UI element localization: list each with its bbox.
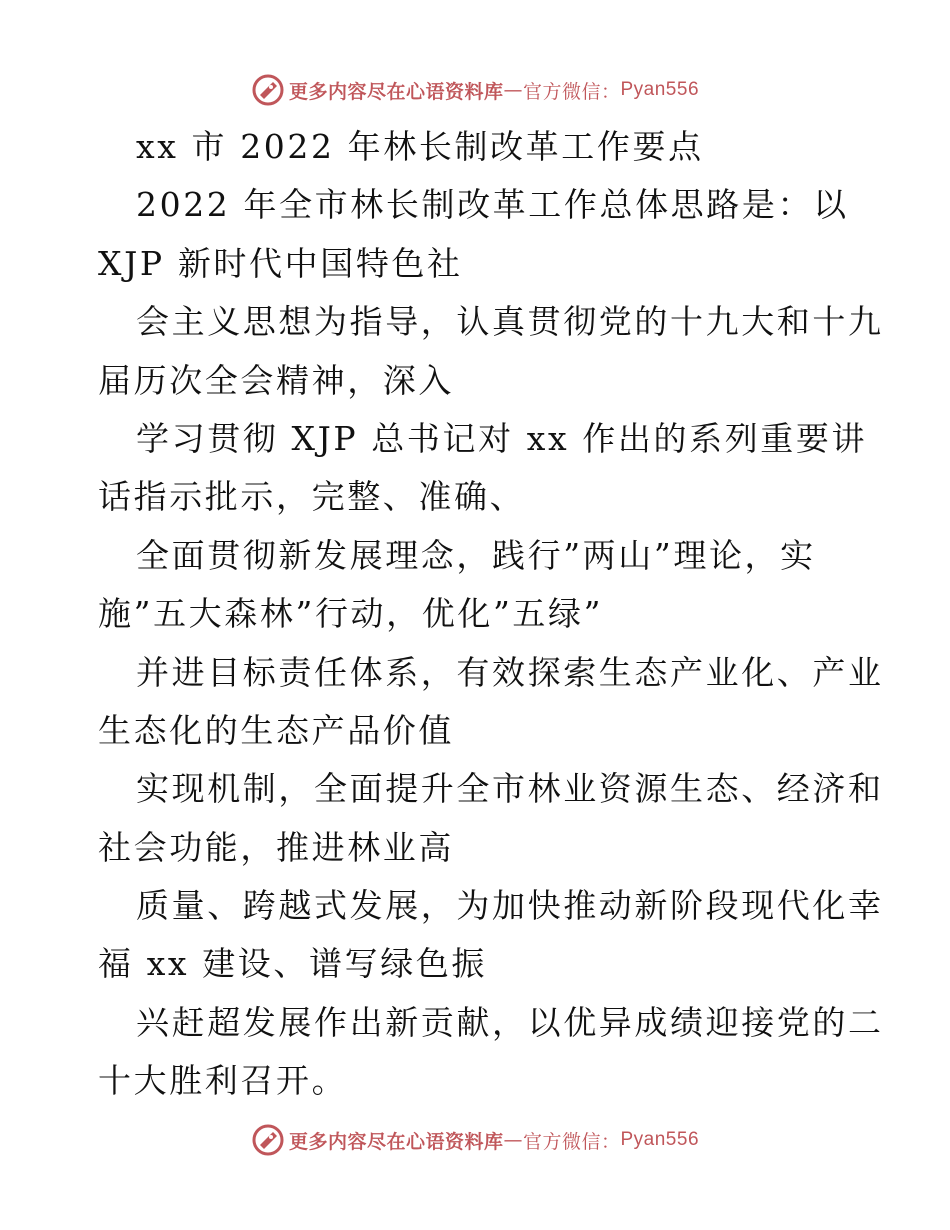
text-line: 福 xx 建设、谱写绿色振 (98, 944, 488, 984)
text-line: 会主义思想为指导，认真贯彻党的十九大和十九 (136, 302, 884, 342)
text-line: 施”五大森林”行动，优化”五绿” (98, 594, 604, 634)
watermark-handle: Pyan556 (620, 1129, 700, 1150)
text-line: 话指示批示，完整、准确、 (98, 477, 526, 517)
watermark-contact-label: 官方微信： (522, 80, 621, 103)
header-watermark (0, 70, 950, 110)
text-line: xx 市 2022 年林长制改革工作要点 (136, 127, 704, 166)
text-line: 十大胜利召开。 (98, 1061, 348, 1101)
text-line: 届历次全会精神，深入 (98, 360, 454, 400)
text-line: 生态化的生态产品价值 (98, 710, 454, 750)
document-body (98, 118, 884, 1111)
text-line: 质量、跨越式发展，为加快推动新阶段现代化幸 (136, 886, 884, 926)
pen-nib-logo-icon (251, 73, 285, 107)
watermark-contact-label: 官方微信： (522, 1130, 621, 1153)
watermark-separator: — (503, 79, 523, 101)
watermark-handle: Pyan556 (620, 79, 700, 100)
watermark-separator: — (503, 1129, 523, 1151)
text-line: 实现机制，全面提升全市林业资源生态、经济和 (136, 769, 884, 809)
text-line: XJP 新时代中国特色社 (98, 243, 463, 283)
watermark-text: 更多内容尽在心语资料库 (288, 80, 504, 103)
text-line: 社会功能，推进林业高 (98, 827, 454, 867)
footer-watermark (0, 1120, 950, 1160)
text-line: 全面贯彻新发展理念，践行”两山”理论，实 (136, 535, 816, 575)
text-line: 兴赶超发展作出新贡献，以优异成绩迎接党的二 (136, 1002, 884, 1042)
text-line: 学习贯彻 XJP 总书记对 xx 作出的系列重要讲 (136, 418, 868, 458)
pen-nib-logo-icon (251, 1123, 285, 1157)
text-line: 2022 年全市林长制改革工作总体思路是：以 (136, 185, 849, 225)
watermark-text: 更多内容尽在心语资料库 (288, 1130, 504, 1153)
text-line: 并进目标责任体系，有效探索生态产业化、产业 (136, 652, 884, 692)
